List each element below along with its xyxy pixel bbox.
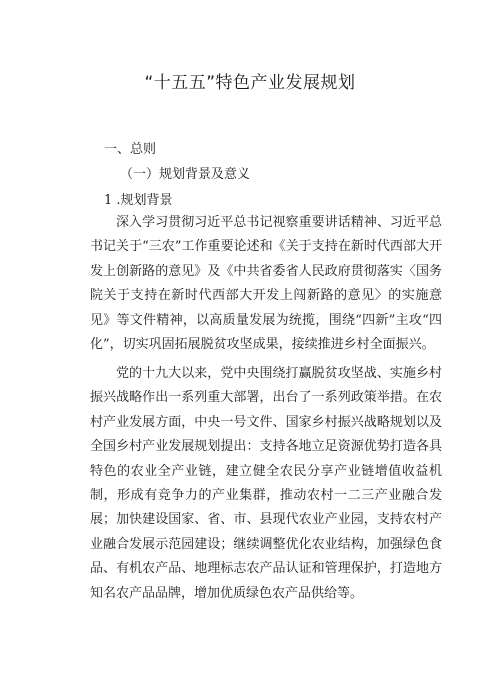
body-paragraph-1: 深入学习贯彻习近平总书记视察重要讲话精神、习近平总书记关于“三农”工作重要论述和《关于支持在新时代西部大开发上创新路的意见》及《中共省委省人民政府贯彻落实〈国务院关于支持在新时代西部大开发上闯新路的意见〉的实施意见》等文件精神，以高质量发展为统揽，围绕“四新”主攻“四化”，切实巩固拓展脱贫攻坚成果，接续推进乡村全面振兴。 [90, 215, 442, 353]
subsection-heading-background: （一）规划背景及意义 [120, 167, 251, 182]
document-title: “十五五”特色产业发展规划 [144, 73, 356, 93]
section-heading-general: 一、总则 [104, 142, 157, 157]
item-heading-background: 1 .规划背景 [104, 193, 173, 208]
body-paragraph-2: 党的十九大以来，党中央围绕打赢脱贫攻坚战、实施乡村振兴战略作出一系列重大部署，出台了一系列政策举措。在农村产业发展方面，中央一号文件、国家乡村振兴战略规划以及全国乡村产业发展规划提出：支持各地立足资源优势打造各具特色的农业全产业链，建立健全农民分享产业链增值收益机制，形成有竞争力的产业集群，推动农村一二三产业融合发展；加快建设国家、省、市、县现代农业产业园，支持农村产业融合发展示范园建设；继续调整优化农业结构，加强绿色食品、有机农产品、地理标志农产品认证和管理保护，打造地方知名农产品品牌，增加优质绿色农产品供给等。 [90, 366, 442, 601]
